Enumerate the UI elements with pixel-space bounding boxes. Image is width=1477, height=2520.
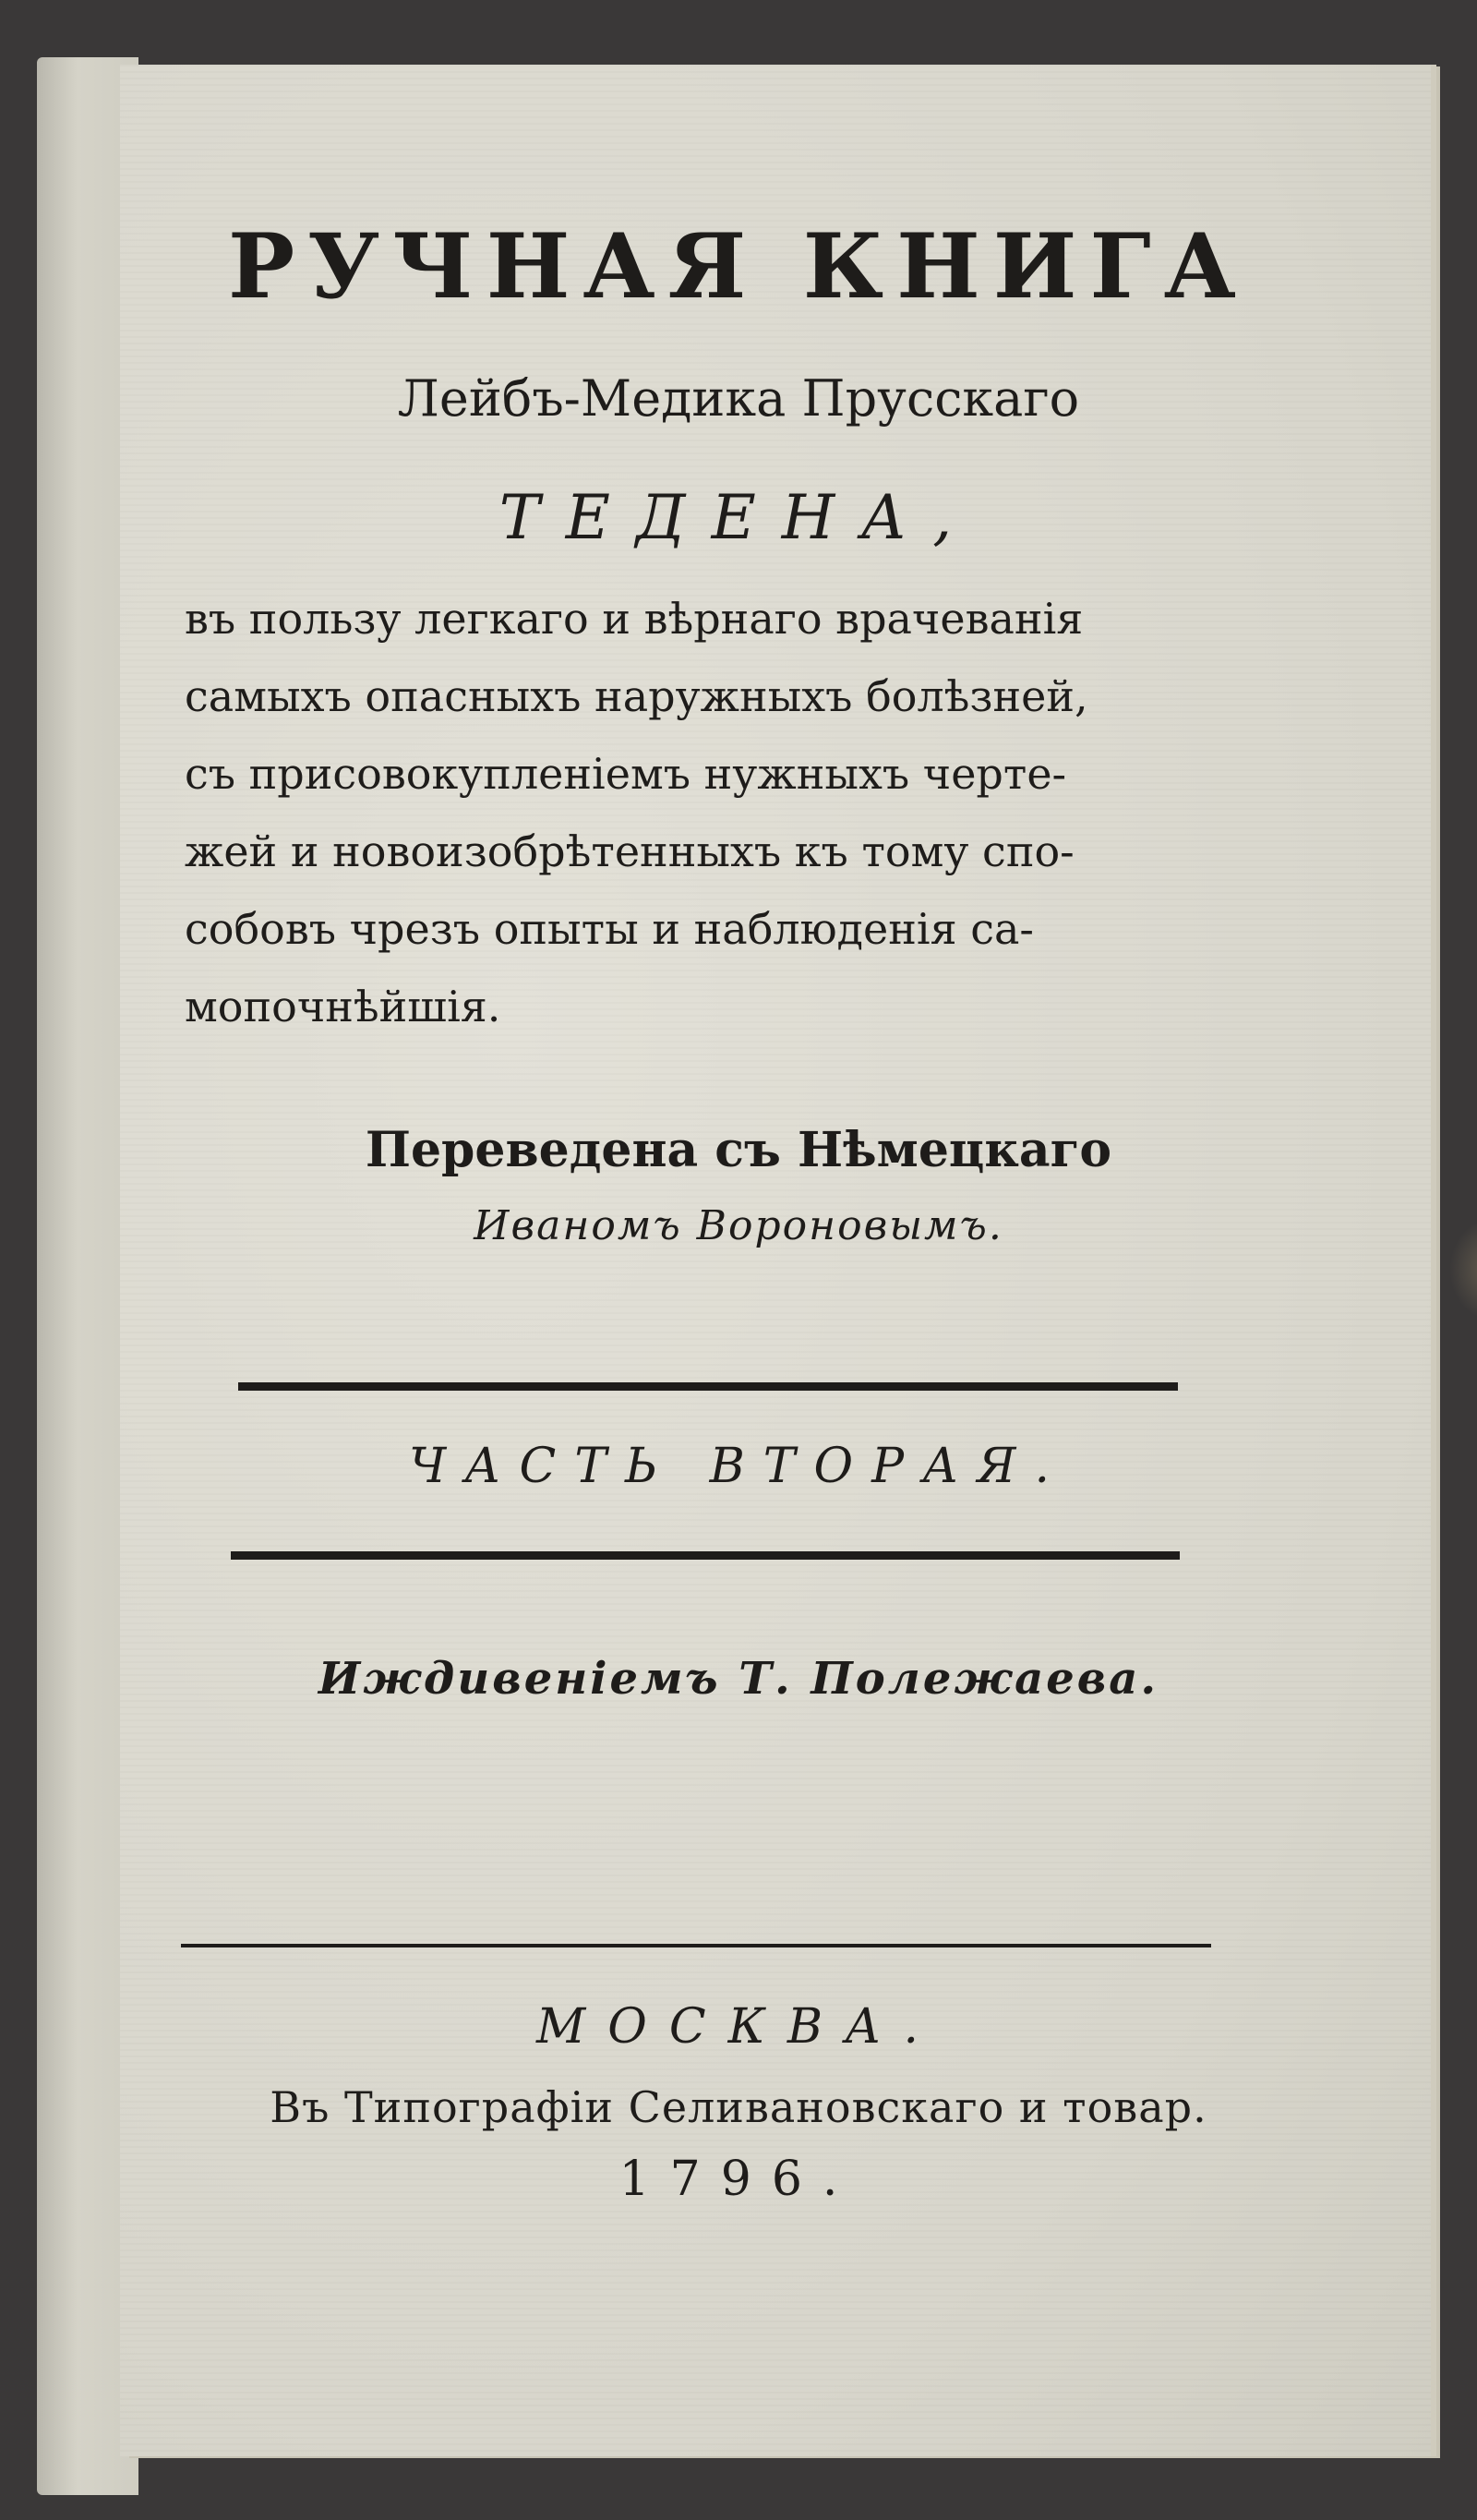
divider-rule-thin	[181, 1944, 1211, 1947]
description-block	[185, 580, 1237, 1045]
translator-name: Иваномъ Вороновымъ.	[474, 1202, 1003, 1249]
publisher-patron: Иждивеніемъ Т. Полежаева.	[318, 1653, 1159, 1705]
imprint-city: МОСКВА.	[535, 1999, 942, 2055]
description-line: въ пользу легкаго и вѣрнаго врачеванія	[185, 594, 1084, 644]
imprint-year: 1796.	[618, 2152, 859, 2207]
description-line: жей и новоизобрѣтенныхъ къ тому спо-	[185, 826, 1075, 876]
description-line: мопочнѣйшія.	[185, 982, 501, 1031]
description-line: собовъ чрезъ опыты и наблюденія са-	[185, 904, 1034, 954]
author-name: ТЕДЕНА,	[498, 482, 979, 553]
divider-rule-top	[238, 1382, 1178, 1391]
book-subtitle: Лейбъ-Медика Прусскаго	[397, 369, 1080, 428]
volume-part: ЧАСТЬ ВТОРАЯ.	[408, 1439, 1069, 1494]
translation-note: Переведена съ Нѣмецкаго	[365, 1122, 1112, 1178]
description-line: самыхъ опасныхъ наружныхъ болѣзней,	[185, 671, 1088, 721]
description-line: съ присовокупленіемъ нужныхъ черте-	[185, 749, 1067, 799]
imprint-press: Въ Типографіи Селивановскаго и товар.	[270, 2082, 1207, 2132]
divider-rule-bottom	[231, 1551, 1180, 1560]
book-title: РУЧНАЯ КНИГА	[228, 214, 1249, 319]
